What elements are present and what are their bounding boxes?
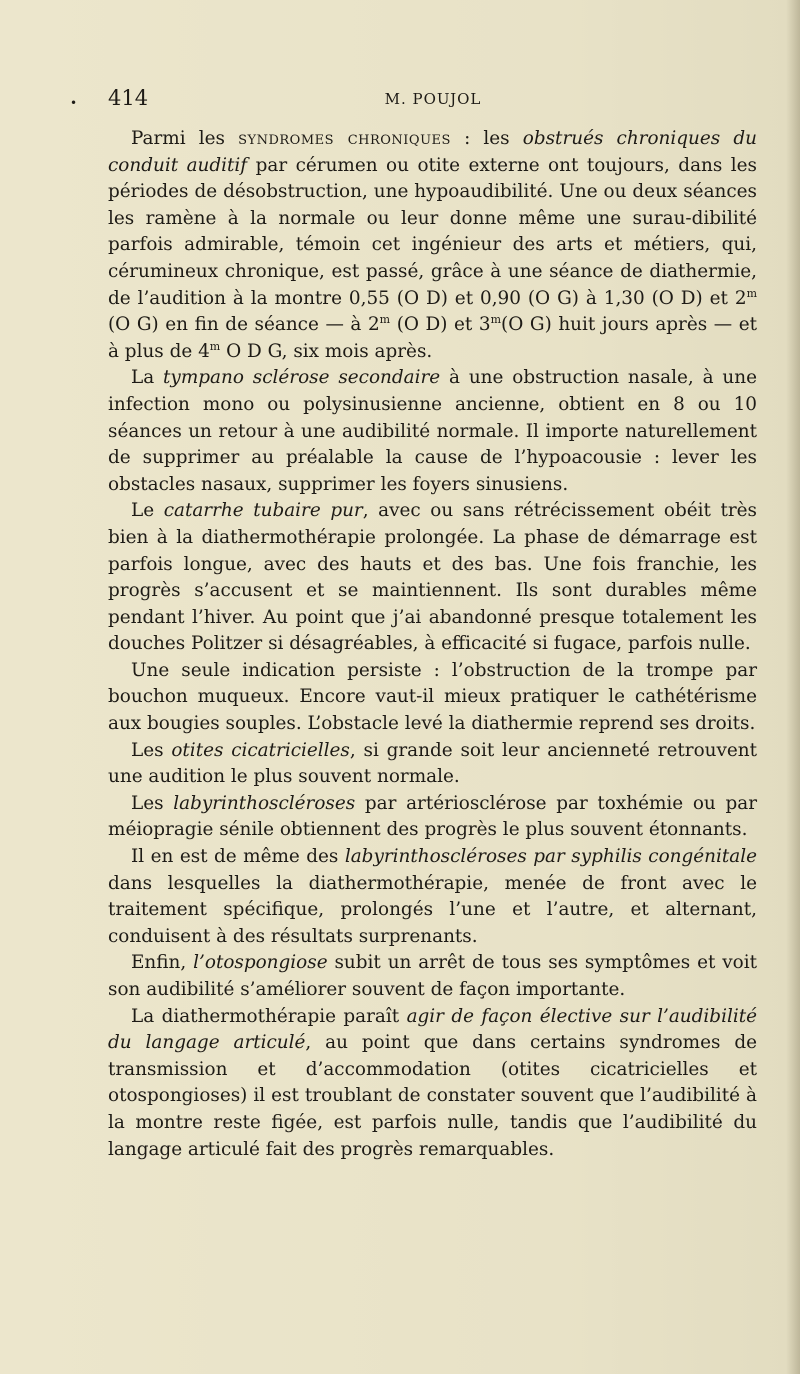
text-run: (O D) et 3 — [390, 314, 491, 336]
text-run: Une seule indication persiste : l’obstruction de la trompe par bouchon muqueux. Encore vaut-il mieux pratiquer le cathétérisme aux bougies souples. L’obstacle levé la diathermie reprend ses droits. — [108, 659, 757, 735]
paragraph-catarrhe-tubaire — [108, 498, 757, 658]
italic-term: agir de façon élective sur l’audibilité du langage articulé — [108, 1005, 757, 1054]
text-run: dans lesquelles la diathermothérapie, menée de front avec le traitement spécifique, prolongés l’une et l’autre, et alternant, conduisent à des résultats surprenants. — [108, 872, 757, 947]
italic-term: l’otospongiose — [193, 952, 328, 974]
paragraph-otospongiose — [108, 950, 757, 1003]
text-run: (O G) huit jours après — et à plus de 4 — [108, 314, 758, 362]
paragraph-syndromes-chroniques — [108, 126, 757, 365]
text-run: Parmi les — [131, 128, 239, 149]
paragraph-otites-cicatricielles — [108, 738, 757, 791]
small-caps-heading: syndromes chroniques — [238, 128, 451, 149]
text-run: La — [131, 367, 164, 389]
italic-term: obstrués chroniques du conduit auditif — [108, 128, 757, 176]
italic-term: labyrinthoscléroses par syphilis congénitale — [344, 846, 757, 868]
superscript: m — [490, 313, 502, 327]
italic-term: labyrinthoscléroses — [173, 792, 356, 814]
italic-term: catarrhe tubaire pur — [163, 500, 363, 522]
paragraph-seule-indication — [108, 658, 757, 738]
text-run: Les — [131, 739, 172, 761]
text-run: Il en est de même des — [131, 846, 345, 868]
page-edge-shadow — [786, 0, 800, 1374]
superscript: m — [746, 286, 757, 300]
superscript: m — [209, 339, 221, 353]
text-run: Les — [131, 792, 174, 814]
running-head: M. POUJOL — [384, 90, 482, 108]
text-run: subit un arrêt de tous ses symptômes et voit son audibilité s’améliorer souvent de façon importante. — [108, 952, 757, 1000]
page-header — [108, 86, 758, 116]
text-run: , avec ou sans rétrécissement obéit très bien à la diathermothérapie prolongée. La phase de démarrage est parfois longue, avec des hauts et des bas. Une fois franchie, les progrès s’accusent et se maintiennent. Ils sont durables même pendant l’hiver. Au point que j’ai abandonné presque totalement les douches Politzer si désagréables, à efficacité si fugace, parfois nulle. — [108, 500, 757, 655]
text-run: Enfin, — [131, 952, 194, 974]
text-run: par cérumen ou otite externe ont toujours, dans les périodes de désobstruction, une hypoaudibilité. Une ou deux séances les ramène à la normale ou leur donne même une surau-dibilité parfois admirable, témoin cet ingénieur des arts et métiers, qui, cérumineux chronique, est passé, grâce à une séance de diathermie, de l’audition à la montre 0,55 (O D) et 0,90 (O G) à 1,30 (O D) et 2 — [108, 154, 757, 309]
text-run: Le — [131, 500, 164, 522]
paragraph-langage-articule — [108, 1004, 757, 1164]
italic-term: otites cicatricielles — [171, 739, 350, 761]
superscript: m — [379, 313, 391, 327]
paragraph-labyrinthoscleroses — [108, 791, 757, 844]
body-text — [108, 126, 757, 1163]
paragraph-tympano-sclerose — [108, 365, 757, 498]
text-run: : les — [450, 128, 523, 149]
text-run: , si grande soit leur ancienneté retrouvent une audition le plus souvent normale. — [108, 739, 758, 788]
text-run: par artériosclérose par toxhémie ou par méiopragie sénile obtiennent des progrès le plus souvent étonnants. — [108, 792, 757, 841]
text-run: O D G, six mois après. — [220, 340, 433, 362]
text-run: , au point que dans certains syndromes de transmission et d’accommodation (otites cicatricielles et otospongioses) il est troublant de constater souvent que l’audibilité à la montre reste figée, est parfois nulle, tandis que l’audibilité du langage articulé fait des progrès remarquables. — [108, 1032, 757, 1160]
text-run: à une obstruction nasale, à une infection mono ou polysinusienne ancienne, obtient en 8 ou 10 séances un retour à une audibilité normale. Il importe naturellement de supprimer au préalable la cause de l’hypoacousie : lever les obstacles nasaux, supprimer les foyers sinusiens. — [108, 367, 757, 495]
italic-term: tympano sclérose secondaire — [163, 367, 441, 389]
paragraph-syphilis-congenitale — [108, 844, 757, 950]
text-run: (O G) en fin de séance — à 2 — [108, 314, 380, 336]
margin-mark: • — [70, 96, 78, 110]
page-number: 414 — [108, 86, 149, 110]
text-run: La diathermothérapie paraît — [131, 1005, 407, 1027]
